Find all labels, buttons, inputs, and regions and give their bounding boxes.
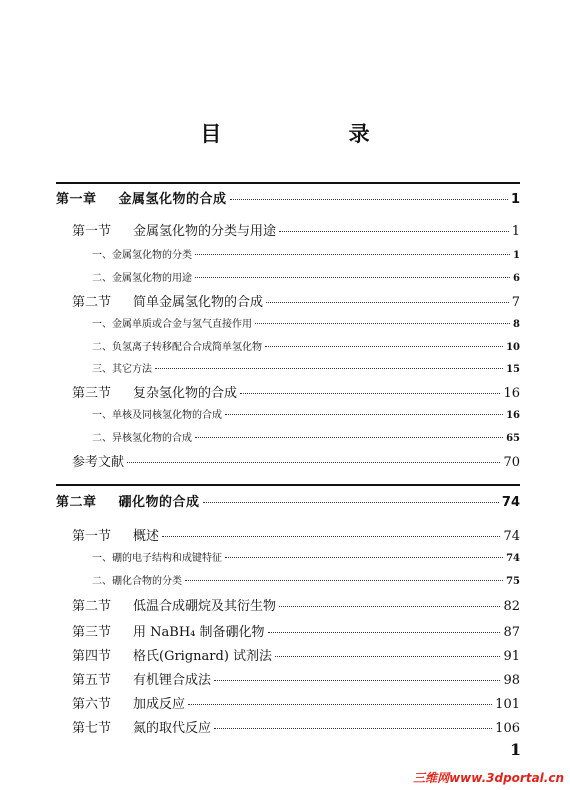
subsection-title: 二、异核氢化物的合成 — [92, 433, 192, 444]
page-ref: 65 — [506, 433, 520, 444]
section-number: 第四节 — [72, 649, 112, 664]
chapter-rule — [56, 484, 520, 486]
toc-subsection[interactable] — [92, 572, 520, 587]
page-ref: 74 — [506, 553, 520, 564]
toc-section[interactable] — [72, 693, 520, 712]
page-ref: 106 — [495, 721, 520, 736]
leader-dots — [279, 231, 509, 232]
chapter-number: 第一章 — [56, 192, 97, 207]
section-number: 第六节 — [72, 697, 112, 712]
toc-subsection[interactable] — [92, 246, 520, 261]
leader-dots — [188, 704, 492, 705]
page-ref: 1 — [513, 250, 520, 261]
subsection-title: 一、金属单质或合金与氢气直接作用 — [92, 319, 252, 330]
section-title: 有机锂合成法 — [133, 673, 212, 688]
page-ref: 70 — [503, 455, 520, 470]
section-number: 第七节 — [72, 721, 112, 736]
section-number: 第五节 — [72, 673, 112, 688]
leader-dots — [127, 462, 500, 463]
toc-subsection[interactable] — [92, 429, 520, 444]
toc-section[interactable] — [72, 220, 520, 239]
toc-section[interactable] — [72, 645, 520, 664]
watermark: 三维网www.3dportal.cn — [413, 771, 564, 785]
section-number: 第一节 — [72, 529, 112, 544]
page-title: 目 录 — [200, 122, 430, 146]
section-title: 概述 — [133, 529, 160, 544]
toc-subsection[interactable] — [92, 406, 520, 421]
toc-section[interactable] — [72, 717, 520, 736]
leader-dots — [185, 580, 503, 581]
leader-dots — [225, 414, 503, 415]
chapter-number: 第二章 — [56, 495, 97, 510]
page-ref: 1 — [510, 192, 520, 207]
section-number: 第三节 — [72, 625, 112, 640]
toc-chapter-1[interactable] — [56, 188, 520, 207]
section-title: 用 NaBH₄ 制备硼化物 — [133, 625, 265, 640]
toc-references[interactable] — [72, 451, 520, 470]
leader-dots — [240, 393, 500, 394]
leader-dots — [162, 536, 500, 537]
section-number: 第三节 — [72, 386, 112, 401]
subsection-title: 一、单核及同核氢化物的合成 — [92, 410, 222, 421]
toc-section[interactable] — [72, 621, 520, 640]
section-title: 复杂氢化物的合成 — [133, 386, 238, 401]
leader-dots — [225, 557, 503, 558]
leader-dots — [195, 254, 510, 255]
subsection-title: 一、硼的电子结构和成键特征 — [92, 553, 222, 564]
leader-dots — [230, 199, 508, 200]
section-title: 氮的取代反应 — [133, 721, 212, 736]
subsection-title: 二、硼化合物的分类 — [92, 576, 182, 587]
page-ref: 98 — [503, 673, 520, 688]
page-ref: 91 — [503, 649, 520, 664]
toc-subsection[interactable] — [92, 338, 520, 353]
toc-section[interactable] — [72, 382, 520, 401]
page-ref: 16 — [503, 386, 520, 401]
page-ref: 87 — [503, 625, 520, 640]
section-title: 简单金属氢化物的合成 — [133, 295, 264, 310]
toc-section[interactable] — [72, 525, 520, 544]
section-title: 格氏(Grignard) 试剂法 — [133, 649, 273, 664]
page-ref: 75 — [506, 576, 520, 587]
chapter-rule — [56, 182, 520, 184]
leader-dots — [203, 502, 499, 503]
page-ref: 74 — [503, 529, 520, 544]
leader-dots — [195, 277, 510, 278]
section-title: 金属氢化物的分类与用途 — [133, 224, 277, 239]
chapter-title: 金属氢化物的合成 — [118, 192, 227, 207]
leader-dots — [275, 656, 500, 657]
toc-subsection[interactable] — [92, 549, 520, 564]
page-ref: 10 — [506, 342, 520, 353]
toc-section[interactable] — [72, 291, 520, 310]
toc-chapter-2[interactable] — [56, 491, 520, 510]
leader-dots — [265, 346, 503, 347]
leader-dots — [214, 680, 500, 681]
leader-dots — [195, 437, 503, 438]
leader-dots — [279, 606, 500, 607]
leader-dots — [255, 323, 510, 324]
page-ref: 6 — [513, 273, 520, 284]
toc-subsection[interactable] — [92, 360, 520, 375]
leader-dots — [214, 728, 492, 729]
page-ref: 15 — [506, 364, 520, 375]
toc-subsection[interactable] — [92, 315, 520, 330]
page-ref: 8 — [513, 319, 520, 330]
section-number: 第二节 — [72, 599, 112, 614]
subsection-title: 二、负氢离子转移配合合成简单氢化物 — [92, 342, 262, 353]
section-title: 低温合成硼烷及其衍生物 — [133, 599, 277, 614]
page-ref: 82 — [503, 599, 520, 614]
section-number: 第二节 — [72, 295, 112, 310]
page-ref: 1 — [511, 224, 520, 239]
page-ref: 101 — [495, 697, 520, 712]
chapter-title: 硼化物的合成 — [118, 495, 200, 510]
toc-subsection[interactable] — [92, 269, 520, 284]
section-number: 第一节 — [72, 224, 112, 239]
leader-dots — [266, 302, 509, 303]
page-ref: 16 — [506, 410, 520, 421]
section-title: 参考文献 — [72, 455, 125, 470]
subsection-title: 三、其它方法 — [92, 364, 152, 375]
page-ref: 7 — [511, 295, 520, 310]
leader-dots — [155, 368, 503, 369]
subsection-title: 一、金属氢化物的分类 — [92, 250, 192, 261]
leader-dots — [268, 632, 501, 633]
section-title: 加成反应 — [133, 697, 186, 712]
page-ref: 74 — [501, 495, 520, 510]
toc-section[interactable] — [72, 669, 520, 688]
page-number: 1 — [510, 740, 522, 759]
subsection-title: 二、金属氢化物的用途 — [92, 273, 192, 284]
toc-section[interactable] — [72, 595, 520, 614]
